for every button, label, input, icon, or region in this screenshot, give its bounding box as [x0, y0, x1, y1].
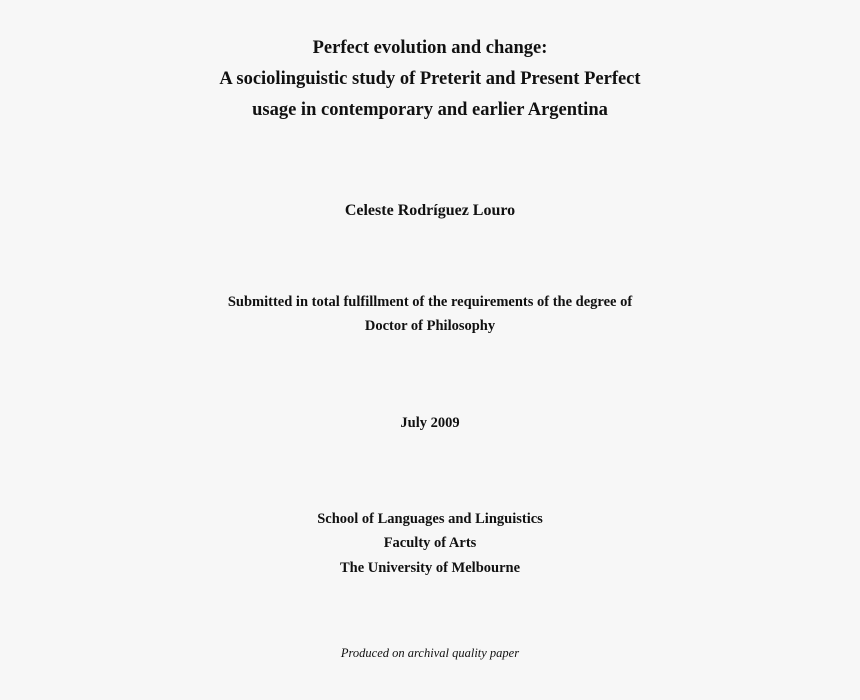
thesis-title-line-2: A sociolinguistic study of Preterit and Present Perfect [219, 69, 641, 89]
submission-statement: Submitted in total fulfillment of the requirements of the degree of [227, 294, 633, 310]
university-name: The University of Melbourne [339, 560, 521, 576]
school-name: School of Languages and Linguistics [317, 511, 543, 527]
faculty-name: Faculty of Arts [383, 535, 477, 551]
author-name: Celeste Rodríguez Louro [344, 202, 516, 219]
degree-name: Doctor of Philosophy [364, 318, 496, 334]
paper-note: Produced on archival quality paper [340, 646, 520, 660]
thesis-title-line-3: usage in contemporary and earlier Argentina [252, 100, 608, 120]
submission-date: July 2009 [400, 415, 460, 431]
thesis-title-line-1: Perfect evolution and change: [312, 38, 548, 58]
